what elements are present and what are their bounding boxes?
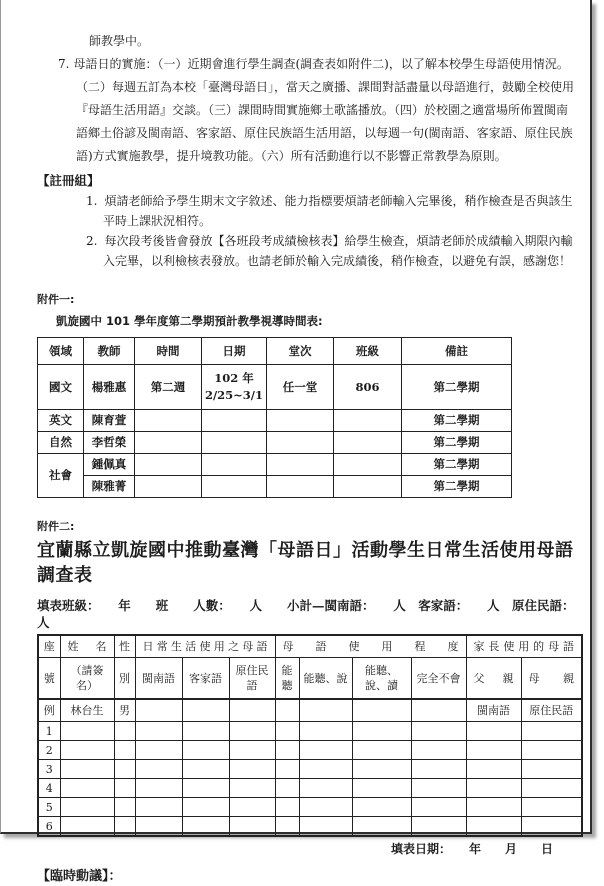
- listen-speak-read-cell: [352, 699, 411, 722]
- class-cell: [334, 454, 402, 476]
- item-number: 7.: [58, 57, 70, 71]
- teacher-cell: 李哲榮: [84, 432, 135, 454]
- gender-cell: 男: [114, 699, 135, 722]
- col-header-hokkien: 閩南語: [135, 658, 182, 700]
- teacher-cell: 楊雅惠: [84, 365, 135, 410]
- teacher-cell: 陳育萱: [84, 410, 135, 432]
- col-header-class: 班級: [334, 338, 402, 365]
- col-header-date: 日期: [202, 338, 267, 365]
- attachment1-label: 附件一:: [37, 293, 75, 306]
- note-cell: 第二學期: [402, 476, 512, 498]
- listen-speak-cell: [299, 699, 352, 722]
- time-cell: 第二週: [135, 365, 202, 410]
- table-row: [38, 432, 512, 454]
- col-header-name-top: 姓 名: [60, 635, 114, 658]
- registrar-section-heading: 【註冊組】: [37, 173, 100, 188]
- seat-cell: 4: [38, 779, 60, 798]
- extempore-motion-heading: 【臨時動議】：: [37, 869, 122, 884]
- item-text: 煩請老師給予學生期末文字敘述、能力指標要煩請老師輸入完畢後，稍作檢查是否與該生平時上課狀況相符。: [103, 194, 573, 228]
- session-cell: 任一堂: [267, 365, 334, 410]
- seat-cell: 6: [38, 817, 60, 837]
- table-row: [38, 760, 582, 779]
- survey-title: 宜蘭縣立凱旋國中推動臺灣「母語日」活動學生日常生活使用母語調查表: [37, 540, 574, 586]
- time-cell: [135, 454, 202, 476]
- col-header-name-bottom: （請簽名）: [60, 658, 114, 700]
- item-number: 2.: [86, 234, 98, 248]
- domain-cell: 國文: [38, 365, 84, 410]
- date-line-1: 102 年: [214, 371, 254, 385]
- class-cell: [334, 432, 402, 454]
- seat-cell: 5: [38, 798, 60, 817]
- col-header-listen: 能聽: [275, 658, 299, 700]
- note-cell: 第二學期: [402, 410, 512, 432]
- session-cell: [267, 432, 334, 454]
- group-header-usage-level: 母語使用程度: [275, 635, 466, 658]
- table-row: [38, 722, 582, 741]
- hakka-cell: [182, 699, 229, 722]
- seat-cell: 1: [38, 722, 60, 741]
- date-line-2: 2/25~3/1: [204, 388, 264, 402]
- session-cell: [267, 454, 334, 476]
- col-header-gender-top: 性: [114, 635, 135, 658]
- seat-cell: 例: [38, 699, 60, 722]
- table-row: [38, 798, 582, 817]
- date-cell: [202, 410, 267, 432]
- table-row: [38, 476, 512, 498]
- note-cell: 第二學期: [402, 365, 512, 410]
- table-row: [38, 817, 582, 837]
- survey-header-bottom-row: [38, 658, 582, 700]
- class-cell: 806: [334, 365, 402, 410]
- domain-cell: 自然: [38, 432, 84, 454]
- registrar-item-1: [86, 191, 579, 231]
- seat-cell: 3: [38, 760, 60, 779]
- agenda-item-7: [58, 53, 579, 168]
- group-header-daily-language: 日常生活使用之母語: [135, 635, 275, 658]
- table-row: [38, 741, 582, 760]
- table-row: [38, 779, 582, 798]
- group-header-parents-language: 家長使用的母語: [466, 635, 582, 658]
- date-cell: [202, 432, 267, 454]
- col-header-seat-bottom: 號: [38, 658, 60, 700]
- col-header-father: 父 親: [466, 658, 521, 700]
- fill-date-line: 填表日期： 年 月 日: [390, 842, 553, 856]
- schedule-table-title: 凱旋國中 101 學年度第二學期預計教學視導時間表:: [56, 314, 323, 328]
- col-header-time: 時間: [135, 338, 202, 365]
- col-header-listen-speak: 能聽、說: [299, 658, 352, 700]
- survey-header-top-row: [38, 635, 582, 658]
- class-cell: [334, 476, 402, 498]
- note-cell: 第二學期: [402, 454, 512, 476]
- session-cell: [267, 410, 334, 432]
- seat-cell: 2: [38, 741, 60, 760]
- attachment2-label: 附件二:: [37, 520, 75, 533]
- domain-cell: 社會: [38, 454, 84, 498]
- schedule-table: [37, 337, 512, 498]
- name-cell: 林台生: [60, 699, 114, 722]
- col-header-gender-bottom: 別: [114, 658, 135, 700]
- example-row: [38, 699, 582, 722]
- domain-cell: 英文: [38, 410, 84, 432]
- hokkien-cell: [135, 699, 182, 722]
- none-cell: [411, 699, 466, 722]
- note-cell: 第二學期: [402, 432, 512, 454]
- col-header-hakka: 客家語: [182, 658, 229, 700]
- item-text: 母語日的實施：（一）近期會進行學生調查(調查表如附件二)，以了解本校學生母語使用情況。（二）每週五訂為本校「臺灣母語日」，當天之廣播、課間對話盡量以母語進行，鼓勵全校使用『母語生活用語』交談。（三）課間時間實施鄉土歌謠播放。（四）於校園之適當場所佈置閩南語鄉土俗諺及閩南語、客家語、原住民族語生活用語，以每週一句(閩南語、客家語、原住民族語)方式實施教學，提升境教功能。（六）所有活動進行以不影響正常教學為原則。: [73, 57, 575, 163]
- col-header-indigenous: 原住民語: [229, 658, 275, 700]
- col-header-listen-speak-read: 能聽、說、讀: [352, 658, 411, 700]
- item-number: 1.: [86, 194, 98, 208]
- date-cell: [202, 476, 267, 498]
- item-text: 每次段考後皆會發放【各班段考成績檢核表】給學生檢查，煩請老師於成績輸入期限內輸入完畢，以利檢核表發放。也請老師於輸入完成績後，稍作檢查，以避免有誤，感謝您！: [103, 234, 573, 268]
- col-header-seat-top: 座: [38, 635, 60, 658]
- table-row: [38, 454, 512, 476]
- teacher-cell: 陳雅菁: [84, 476, 135, 498]
- col-header-domain: 領域: [38, 338, 84, 365]
- father-cell: 閩南語: [466, 699, 521, 722]
- col-header-teacher: 教師: [84, 338, 135, 365]
- time-cell: [135, 410, 202, 432]
- time-cell: [135, 432, 202, 454]
- continuation-text: 師教學中。: [89, 34, 150, 48]
- survey-table: [37, 634, 583, 837]
- col-header-mother: 母 親: [521, 658, 582, 700]
- table-row: [38, 410, 512, 432]
- indigenous-cell: [229, 699, 275, 722]
- listen-cell: [275, 699, 299, 722]
- registrar-item-2: [86, 231, 579, 271]
- class-cell: [334, 410, 402, 432]
- time-cell: [135, 476, 202, 498]
- survey-class-line: 填表班級： 年 班 人數： 人 小計—閩南語： 人 客家語： 人 原住民語： 人: [37, 598, 594, 630]
- mother-cell: 原住民語: [521, 699, 582, 722]
- session-cell: [267, 476, 334, 498]
- teacher-cell: 鍾佩真: [84, 454, 135, 476]
- col-header-none: 完全不會: [411, 658, 466, 700]
- table-row: [38, 365, 512, 410]
- col-header-session: 堂次: [267, 338, 334, 365]
- date-cell: [202, 454, 267, 476]
- date-cell: [202, 365, 267, 410]
- col-header-note: 備註: [402, 338, 512, 365]
- schedule-header-row: [38, 338, 512, 365]
